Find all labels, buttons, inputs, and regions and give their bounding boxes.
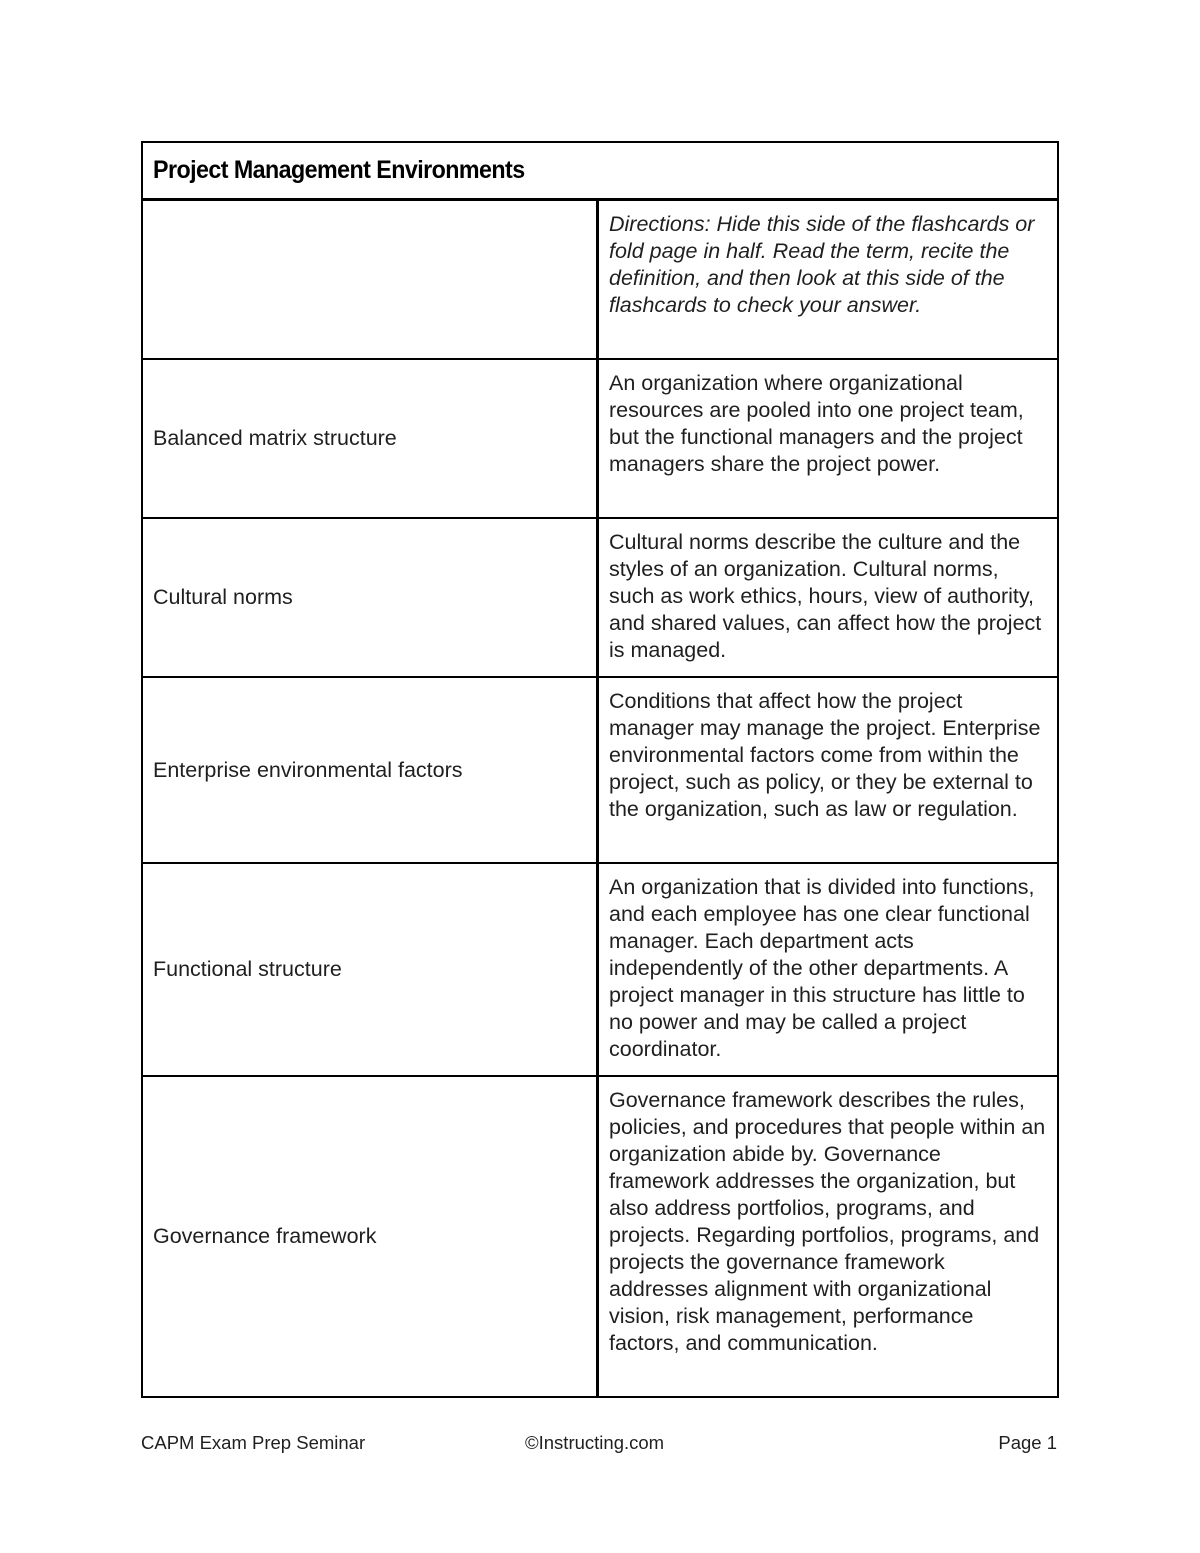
table-row (143, 1077, 1057, 1396)
table-row (143, 360, 1057, 519)
term-cell: Balanced matrix structure (143, 360, 599, 517)
flashcard-table (141, 141, 1059, 1398)
definition-cell: An organization that is divided into functions, and each employee has one clear functional manager. Each department acts independently of the other departments. A project manager in this structure has little to no power and may be called a project coordinator. (609, 875, 1035, 1061)
table-row (143, 519, 1057, 678)
term-cell: Functional structure (143, 864, 599, 1075)
page-title: Project Management Environments (153, 156, 525, 184)
page-footer (141, 1432, 1059, 1456)
term-cell: Cultural norms (143, 519, 599, 676)
table-row (143, 678, 1057, 864)
footer-page-number: Page 1 (998, 1432, 1057, 1453)
definition-cell: Cultural norms describe the culture and the styles of an organization. Cultural norms, such as work ethics, hours, view of authority, and shared values, can affect how the project is managed. (609, 530, 1042, 662)
definition-cell: An organization where organizational resources are pooled into one project team, but the functional managers and the project managers share the project power. (609, 371, 1024, 476)
directions-term-cell (143, 201, 599, 358)
footer-course-name: CAPM Exam Prep Seminar (141, 1432, 366, 1453)
table-title-row (143, 143, 1057, 201)
definition-cell: Conditions that affect how the project manager may manage the project. Enterprise environmental factors come from within the project, such as policy, or they be external to the organization, such as law or regulation. (609, 689, 1041, 821)
table-row (143, 864, 1057, 1077)
term-cell: Governance framework (143, 1077, 599, 1396)
directions-text: Directions: Hide this side of the flashcards or fold page in half. Read the term, recite the definition, and then look at this side of the flashcards to check your answer. (609, 212, 1035, 317)
directions-row (143, 201, 1057, 360)
footer-copyright: ©Instructing.com (525, 1432, 665, 1453)
definition-cell: Governance framework describes the rules, policies, and procedures that people within an organization abide by. Governance framework addresses the organization, but also address portfolios, programs, and projects. Regarding portfolios, programs, and projects the governance framework addresses alignment with organizational vision, risk management, performance factors, and communication. (609, 1088, 1046, 1355)
term-cell: Enterprise environmental factors (143, 678, 599, 862)
